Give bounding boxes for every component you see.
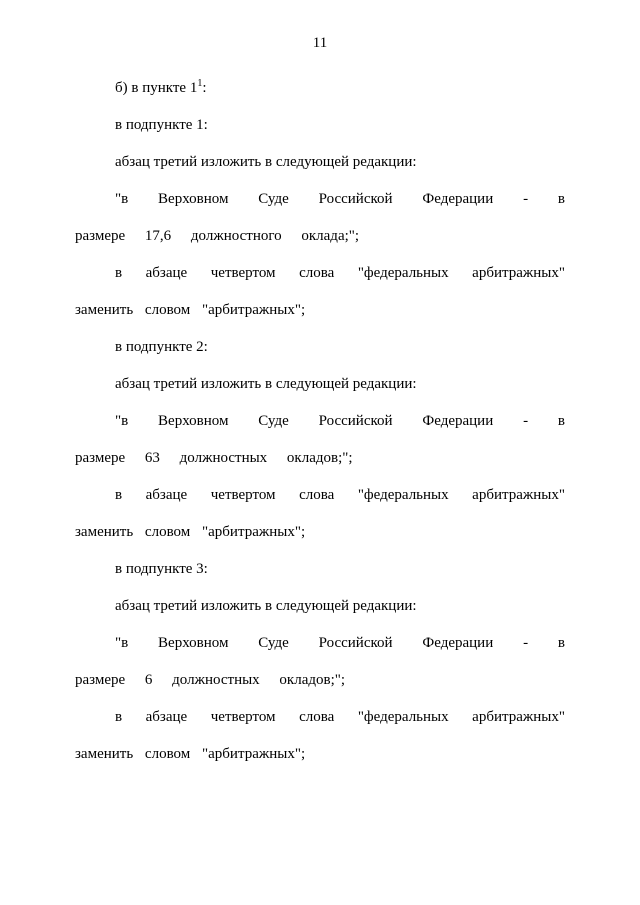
sub2-heading: в подпункте 2: <box>115 339 208 355</box>
sub3-heading: в подпункте 3: <box>115 561 208 577</box>
sub2-para3-text: "в Верховном Суде Российской Федерации - в размере 63 должностных окладов;"; <box>75 413 565 466</box>
sub1-para3-text: "в Верховном Суде Российской Федерации - в размере 17,6 должностного оклада;"; <box>75 191 565 244</box>
point-b-superscript: 1 <box>197 78 203 89</box>
point-b-heading <box>75 70 565 107</box>
point-b-suffix: : <box>202 80 207 96</box>
sub3-para4-text: в абзаце четвертом слова "федеральных арбитражных" заменить словом "арбитражных"; <box>75 709 565 762</box>
sub1-para3-intro: абзац третий изложить в следующей редакции: <box>115 154 417 170</box>
document-body <box>75 70 565 773</box>
sub2-para4-text: в абзаце четвертом слова "федеральных арбитражных" заменить словом "арбитражных"; <box>75 487 565 540</box>
point-b-prefix: б) в пункте 1 <box>115 80 198 96</box>
page-number: 11 <box>312 35 328 51</box>
sub3-para3-intro: абзац третий изложить в следующей редакции: <box>115 598 417 614</box>
sub1-heading: в подпункте 1: <box>115 117 208 133</box>
sub2-para3-intro: абзац третий изложить в следующей редакции: <box>115 376 417 392</box>
sub1-para4-text: в абзаце четвертом слова "федеральных арбитражных" заменить словом "арбитражных"; <box>75 265 565 318</box>
sub3-para3-text: "в Верховном Суде Российской Федерации - в размере 6 должностных окладов;"; <box>75 635 565 688</box>
